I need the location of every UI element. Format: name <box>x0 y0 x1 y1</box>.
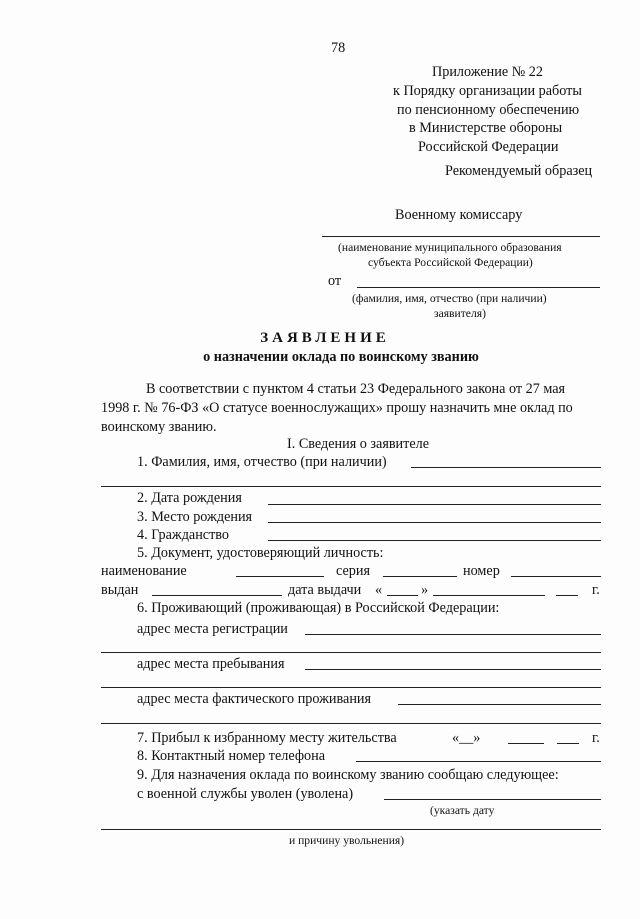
appendix-line-1: к Порядку организации работы <box>393 83 582 99</box>
dismissed-label: с военной службы уволен (уволена) <box>137 786 354 802</box>
field-1-label: 1. Фамилия, имя, отчество (при наличии) <box>137 454 387 470</box>
addressee-field-line[interactable] <box>322 236 600 237</box>
field-1-line[interactable] <box>411 467 601 468</box>
addr-stay-line-2[interactable] <box>101 687 601 688</box>
appendix-line-2: по пенсионному обеспечению <box>397 102 580 118</box>
doc-series-label: серия <box>336 563 370 579</box>
addressee-hint-1: (наименование муниципального образования <box>338 241 562 254</box>
intro-line-2: 1998 г. № 76-ФЗ «О статусе военнослужащих» прошу назначить мне оклад по <box>101 400 573 416</box>
sample-label: Рекомендуемый образец <box>445 163 593 179</box>
addr-reg-line-2[interactable] <box>101 652 601 653</box>
addressee-hint-2: субъекта Российской Федерации) <box>368 256 533 269</box>
addr-actual-label: адрес места фактического проживания <box>137 691 372 707</box>
field-5-label: 5. Документ, удостоверяющий личность: <box>137 545 384 561</box>
intro-line-3: воинскому званию. <box>101 419 217 435</box>
section-heading: I. Сведения о заявителе <box>287 436 430 452</box>
dismissed-line[interactable] <box>384 799 601 800</box>
addr-stay-label: адрес места пребывания <box>137 656 285 672</box>
field-3-label: 3. Место рождения <box>137 509 253 525</box>
issue-month-line[interactable] <box>433 595 545 596</box>
arrive-day-quote[interactable]: «__» <box>452 730 481 746</box>
addr-actual-line[interactable] <box>398 704 601 705</box>
dismissal-reason-hint: и причину увольнения) <box>289 834 405 847</box>
applicant-hint-1: (фамилия, имя, отчество (при наличии) <box>352 292 547 305</box>
arrive-year-line[interactable] <box>557 743 579 744</box>
field-4-line[interactable] <box>268 540 601 541</box>
field-1-line-2[interactable] <box>101 486 601 487</box>
addr-stay-line[interactable] <box>305 669 601 670</box>
applicant-hint-2: заявителя) <box>434 307 486 320</box>
field-3-line[interactable] <box>268 522 601 523</box>
field-4-label: 4. Гражданство <box>137 527 229 543</box>
from-label: от <box>328 273 342 289</box>
issued-line[interactable] <box>152 595 282 596</box>
field-6-label: 6. Проживающий (проживающая) в Российской Федерации: <box>137 600 500 616</box>
issue-year-suffix: г. <box>592 582 600 598</box>
issue-year-line[interactable] <box>556 595 578 596</box>
doc-name-label: наименование <box>101 563 187 579</box>
addr-reg-label: адрес места регистрации <box>137 621 288 637</box>
appendix-line-3: в Министерстве обороны <box>409 120 563 136</box>
issue-date-quote-close: » <box>421 582 429 598</box>
from-field-line[interactable] <box>357 287 600 288</box>
issue-date-quote-open: « <box>375 582 383 598</box>
appendix-line-4: Российской Федерации <box>418 139 559 155</box>
issue-day-line[interactable] <box>387 595 418 596</box>
issued-label: выдан <box>101 582 139 598</box>
doc-number-label: номер <box>463 563 500 579</box>
issue-date-label: дата выдачи <box>288 582 362 598</box>
appendix-number: Приложение № 22 <box>432 64 543 80</box>
page-number: 78 <box>331 40 346 56</box>
document-subtitle: о назначении оклада по воинскому званию <box>203 349 479 365</box>
arrive-month-line[interactable] <box>508 743 544 744</box>
field-9-label: 9. Для назначения оклада по воинскому званию сообщаю следующее: <box>137 767 559 783</box>
dismissal-date-hint: (указать дату <box>430 804 495 817</box>
doc-name-line[interactable] <box>236 576 324 577</box>
addr-reg-line[interactable] <box>305 634 601 635</box>
intro-line-1: В соответствии с пунктом 4 статьи 23 Федерального закона от 27 мая <box>146 381 566 397</box>
arrive-year-suffix: г. <box>592 730 600 746</box>
field-7-label: 7. Прибыл к избранному месту жительства <box>137 730 397 746</box>
addr-actual-line-2[interactable] <box>101 723 601 724</box>
field-8-label: 8. Контактный номер телефона <box>137 748 326 764</box>
doc-number-line[interactable] <box>511 576 601 577</box>
field-2-label: 2. Дата рождения <box>137 490 242 506</box>
addressee-to: Военному комиссару <box>395 207 523 223</box>
field-2-line[interactable] <box>268 504 601 505</box>
doc-series-line[interactable] <box>383 576 457 577</box>
phone-line[interactable] <box>356 761 601 762</box>
document-title: ЗАЯВЛЕНИЕ <box>260 330 390 346</box>
dismissal-reason-line[interactable] <box>101 829 601 830</box>
